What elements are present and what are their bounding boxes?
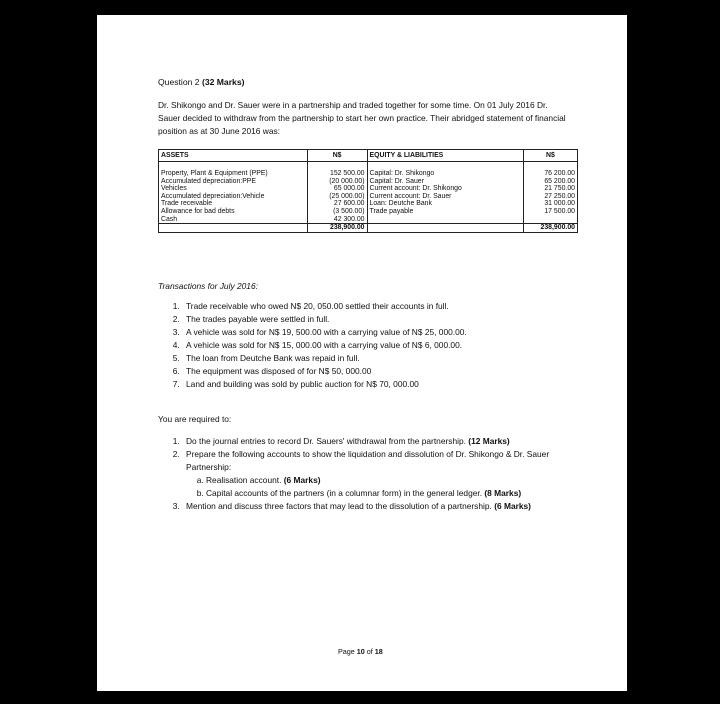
equity-name: Trade payable bbox=[367, 208, 523, 216]
list-item bbox=[182, 500, 582, 513]
asset-amount: 152 500.00 bbox=[307, 170, 367, 178]
table-row bbox=[159, 216, 578, 224]
requirement-text: Do the journal entries to record Dr. Sauers' withdrawal from the partnership. bbox=[186, 436, 469, 446]
list-item: 6. The equipment was disposed of for N$ 50, 000.00 bbox=[182, 365, 582, 378]
equity-amount: 65 200.00 bbox=[523, 178, 577, 186]
asset-name: Trade receivable bbox=[159, 200, 308, 208]
table-row bbox=[159, 185, 578, 193]
equity-name: Loan: Deutche Bank bbox=[367, 200, 523, 208]
requirement-text: Mention and discuss three factors that may lead to the dissolution of a partnership. bbox=[186, 501, 495, 512]
intro-paragraph: Dr. Shikongo and Dr. Sauer were in a partnership and traded together for some time. On 01 July 2016 Dr. Sauer decided to withdraw from the partnership to start her own practice. Their abridged statement of financial position as at 30 June 2016 was: bbox=[158, 100, 566, 137]
equity-amount: 27 250.00 bbox=[523, 193, 577, 201]
asset-amount: 42 300.00 bbox=[307, 216, 367, 224]
list-item: 3. A vehicle was sold for N$ 19, 500.00 with a carrying value of N$ 25, 000.00. bbox=[182, 326, 582, 339]
list-item bbox=[182, 435, 582, 448]
table-row bbox=[159, 193, 578, 201]
list-item: 1. Trade receivable who owed N$ 20, 050.00 settled their accounts in full. bbox=[182, 300, 582, 313]
total-label-equity bbox=[367, 224, 523, 233]
table-row bbox=[159, 200, 578, 208]
list-item: 2. The trades payable were settled in full. bbox=[182, 313, 582, 326]
requirement-text: Realisation account. bbox=[206, 475, 284, 486]
header-amount-assets: N$ bbox=[307, 150, 367, 162]
question-title bbox=[158, 76, 244, 89]
header-assets: ASSETS bbox=[159, 150, 308, 162]
page-footer bbox=[338, 646, 383, 657]
sub-requirements-list bbox=[186, 474, 582, 500]
requirement-marks: (6 Marks) bbox=[283, 475, 321, 486]
question-label: Question 2 bbox=[158, 77, 202, 87]
equity-name: Capital: Dr. Shikongo bbox=[367, 170, 523, 178]
asset-name: Allowance for bad debts bbox=[159, 208, 308, 216]
equity-name: Current account: Dr. Sauer bbox=[367, 193, 523, 201]
list-item bbox=[206, 487, 582, 500]
equity-amount: 76 200.00 bbox=[523, 170, 577, 178]
required-title: You are required to: bbox=[158, 414, 232, 424]
requirement-marks: (12 Marks) bbox=[468, 436, 510, 446]
list-item: 4. A vehicle was sold for N$ 15, 000.00 with a carrying value of N$ 6, 000.00. bbox=[182, 339, 582, 352]
equity-name: Capital: Dr. Sauer bbox=[367, 178, 523, 186]
requirement-marks: (6 Marks) bbox=[494, 501, 531, 512]
footer-mid: of bbox=[364, 647, 375, 656]
equity-amount: 17 500.00 bbox=[523, 208, 577, 216]
table-total-row bbox=[159, 224, 578, 233]
equity-amount: 21 750.00 bbox=[523, 185, 577, 193]
list-item bbox=[206, 474, 582, 487]
asset-amount: (25 000.00) bbox=[307, 193, 367, 201]
footer-page-total: 18 bbox=[374, 647, 383, 656]
total-equity: 238,900.00 bbox=[523, 224, 577, 233]
header-amount-equity: N$ bbox=[523, 150, 577, 162]
asset-name: Accumulated depreciation:PPE bbox=[159, 178, 308, 186]
requirements-list bbox=[158, 435, 582, 513]
table-row bbox=[159, 170, 578, 178]
table-header-row bbox=[159, 150, 578, 162]
requirement-text: Capital accounts of the partners (in a columnar form) in the general ledger. bbox=[206, 488, 485, 499]
asset-amount: (3 500.00) bbox=[307, 208, 367, 216]
list-item: 5. The loan from Deutche Bank was repaid in full. bbox=[182, 352, 582, 365]
asset-name: Property, Plant & Equipment (PPE) bbox=[159, 170, 308, 178]
list-item bbox=[182, 448, 582, 500]
asset-name: Cash bbox=[159, 216, 308, 224]
footer-page-number: 10 bbox=[356, 647, 365, 656]
equity-amount: 31 000.00 bbox=[523, 200, 577, 208]
asset-amount: 65 000.00 bbox=[307, 185, 367, 193]
requirement-text: Prepare the following accounts to show the liquidation and dissolution of Dr. Shikongo & Dr. Sauer Partnership: bbox=[186, 449, 550, 473]
transactions-title: Transactions for July 2016: bbox=[158, 281, 258, 291]
table-row bbox=[159, 178, 578, 186]
table-spacer-row bbox=[159, 162, 578, 171]
transactions-list bbox=[158, 300, 582, 391]
list-item: 7. Land and building was sold by public auction for N$ 70, 000.00 bbox=[182, 378, 582, 391]
equity-name: Current account: Dr. Shikongo bbox=[367, 185, 523, 193]
requirement-marks: (8 Marks) bbox=[484, 488, 522, 499]
total-label-assets bbox=[159, 224, 308, 233]
asset-amount: (20 000.00) bbox=[307, 178, 367, 186]
question-marks: (32 Marks) bbox=[201, 77, 245, 87]
table-row bbox=[159, 208, 578, 216]
equity-name bbox=[367, 216, 523, 224]
asset-name: Vehicles bbox=[159, 185, 308, 193]
asset-name: Accumulated depreciation:Vehicle bbox=[159, 193, 308, 201]
equity-amount bbox=[523, 216, 577, 224]
footer-prefix: Page bbox=[338, 647, 357, 656]
total-assets: 238,900.00 bbox=[307, 224, 367, 233]
asset-amount: 27 600.00 bbox=[307, 200, 367, 208]
header-equity-liabilities: EQUITY & LIABILITIES bbox=[367, 150, 523, 162]
financial-position-table bbox=[158, 149, 578, 233]
